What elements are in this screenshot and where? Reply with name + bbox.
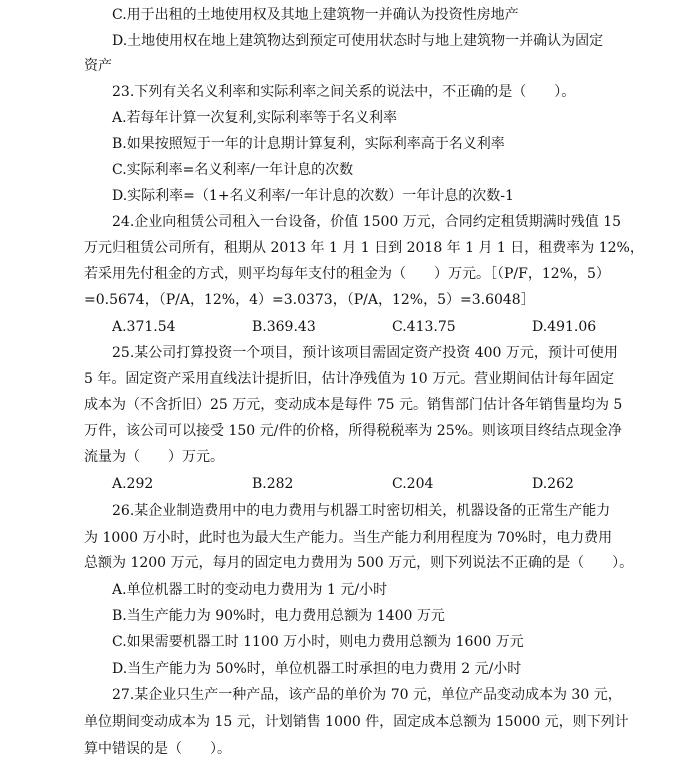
q26-option-b: B.当生产能力为 90%时，电力费用总额为 1400 万元: [112, 608, 445, 624]
q23-option-d: D.实际利率=（1+名义利率/一年计息的次数）一年计息的次数-1: [112, 188, 514, 204]
q25-stem-line1: 25.某公司打算投资一个项目，预计该项目需固定资产投资 400 万元，预计可使用: [112, 345, 618, 361]
q24-stem-line1: 24.企业向租赁公司租入一台设备，价值 1500 万元，合同约定租赁期满时残值 15: [112, 214, 622, 230]
q24-option-d: D.491.06: [532, 319, 597, 335]
q24-option-c: C.413.75: [392, 319, 456, 335]
q23-option-b: B.如果按照短于一年的计息期计算复利，实际利率高于名义利率: [112, 136, 505, 152]
q27-stem-line1: 27.某企业只生产一种产品，该产品的单价为 70 元，单位产品变动成本为 30 元，: [112, 687, 622, 703]
q24-options: [112, 316, 672, 338]
q26-stem-line1: 26.某企业制造费用中的电力费用与机器工时密切相关，机器设备的正常生产能力: [112, 503, 611, 519]
q24-stem-line4: =0.5674，（P/A，12%，4）=3.0373，（P/A，12%，5）=3.6048］: [84, 292, 535, 308]
q23-option-c: C.实际利率=名义利率/一年计息的次数: [112, 162, 354, 178]
q26-option-d: D.当生产能力为 50%时，单位机器工时承担的电力费用 2 元/小时: [112, 661, 522, 677]
q23-option-a: A.若每年计算一次复利,实际利率等于名义利率: [112, 110, 398, 126]
q24-stem-line3: 若采用先付租金的方式，则平均每年支付的租金为（ ）万元。［（P/F，12%，5）: [84, 266, 610, 282]
q27-stem-line3: 算中错误的是（ ）。: [84, 741, 231, 757]
q26-stem-line2: 为 1000 万小时，此时也为最大生产能力。当生产能力利用程度为 70%时，电力费用: [84, 530, 613, 546]
q25-option-b: B.282: [252, 476, 294, 492]
q25-options: [112, 473, 672, 495]
q27-stem-line2: 单位期间变动成本为 15 元，计划销售 1000 件，固定成本总额为 15000 元，则下列计: [84, 714, 629, 730]
q25-option-d: D.262: [532, 476, 574, 492]
q25-option-c: C.204: [392, 476, 434, 492]
q22-option-d-line1: D.土地使用权在地上建筑物达到预定可使用状态时与地上建筑物一并确认为固定: [112, 33, 604, 49]
q25-stem-line4: 万件，该公司可以接受 150 元/件的价格，所得税税率为 25%。则该项目终结点现金净: [84, 423, 622, 439]
q25-stem-line5: 流量为（ ）万元。: [84, 449, 224, 465]
q24-stem-line2: 万元归租赁公司所有，租期从 2013 年 1 月 1 日到 2018 年 1 月 1 日，租费率为 12%，: [84, 240, 644, 256]
q25-option-a: A.292: [112, 476, 154, 492]
q25-stem-line3: 成本为（不含折旧）25 万元，变动成本是每件 75 元。销售部门估计各年销售量均为 5: [84, 397, 623, 413]
q22-option-c: C.用于出租的土地使用权及其地上建筑物一并确认为投资性房地产: [112, 7, 519, 23]
q26-option-c: C.如果需要机器工时 1100 万小时，则电力费用总额为 1600 万元: [112, 634, 524, 650]
q26-option-a: A.单位机器工时的变动电力费用为 1 元/小时: [112, 582, 388, 598]
q24-option-b: B.369.43: [252, 319, 316, 335]
q26-stem-line3: 总额为 1200 万元，每月的固定电力费用为 500 万元，则下列说法不正确的是（ ）。: [84, 555, 634, 571]
q25-stem-line2: 5 年。固定资产采用直线法计提折旧，估计净残值为 10 万元。营业期间估计每年固定: [84, 371, 615, 387]
q24-option-a: A.371.54: [112, 319, 176, 335]
q22-option-d-line2: 资产: [84, 58, 112, 74]
q23-stem: 23.下列有关名义利率和实际利率之间关系的说法中，不正确的是（ ）。: [112, 84, 576, 100]
